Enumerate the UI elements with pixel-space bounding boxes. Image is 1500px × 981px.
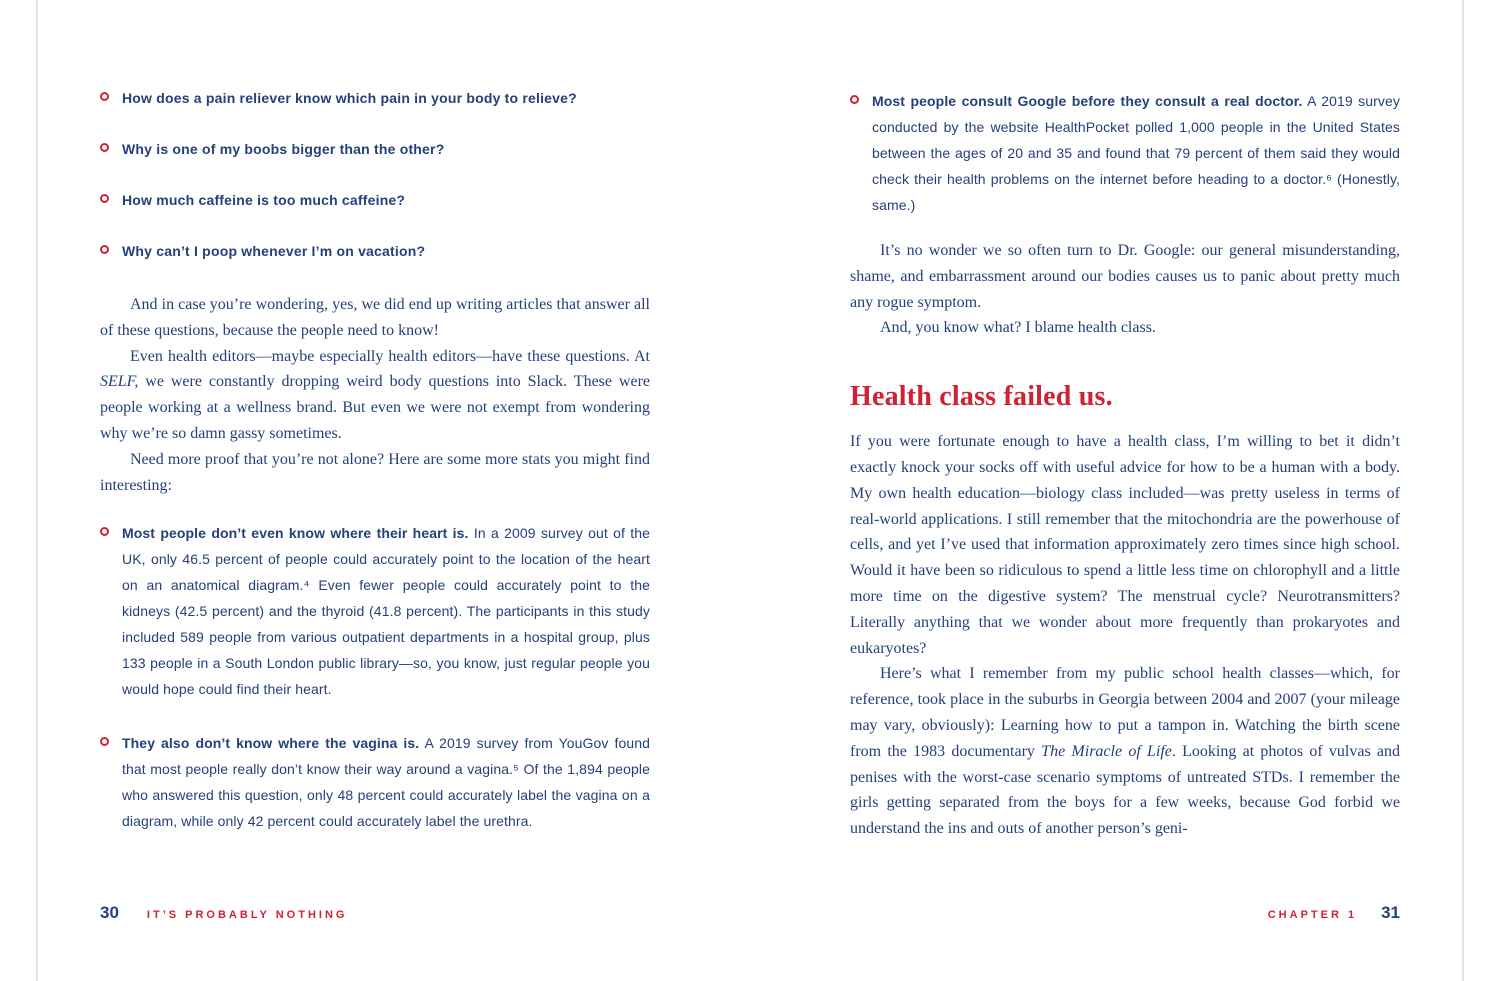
stat-lead: Most people consult Google before they consult a real doctor. [872,93,1303,109]
list-item [100,88,650,108]
question-text: How does a pain reliever know which pain in your body to relieve? [122,90,577,106]
paragraph-health-class: If you were fortunate enough to have a health class, I’m willing to bet it didn’t exactly knock your socks off with useful advice for how to be a human with a body. My own health education—biology class included—was pretty useless in terms of real-world applications. I still remember that the mitochondria are the powerhouse of cells, and yet I’ve used that information approximately zero times since high school. Would it have been so ridiculous to spend a little less time on chlorophyll and a little more time on the digestive system? The menstrual cycle? Neurotransmitters? Literally anything that we wonder about more frequently than prokaryotes and eukaryotes? [850,433,1400,657]
bullet-circle-icon [100,92,109,101]
stat-body: A 2019 survey conducted by the website HealthPocket polled 1,000 people in the United States between the ages of 20 and 35 and found that 79 percent of them said they would check their health problems on the internet before heading to a doctor.⁶ (Honestly, same.) [872,93,1400,213]
section-heading: Health class failed us. [850,381,1113,413]
stat-text [122,730,650,834]
footer-right [850,903,1400,923]
stat-text [122,520,650,702]
bullet-circle-icon [100,143,109,152]
paragraph-segment: Here’s what I remember from my public school health classes—which, for reference, took place in the suburbs in Georgia between 2004 and 2007 (your mileage may vary, obviously): Learning how to put a tampon in. Watching the birth scene from the 1983 documentary [850,665,1400,760]
bullet-circle-icon [100,194,109,203]
paragraph-segment: . Looking at photos of vulvas and penises with the worst-case scenario symptoms of untreated STDs. I remember the girls getting separated from the boys for a few weeks, because God forbid we understand the ins and outs of another person’s geni- [850,742,1401,838]
stat-lead: Most people don’t even know where their heart is. [122,525,469,542]
bullet-circle-icon [100,527,109,536]
page-right [750,0,1500,981]
footer-left [100,903,650,923]
stat-body: A 2019 survey from YouGov found that most people really don’t know their way around a vagina.⁵ Of the 1,894 people who answered this question, only 48 percent could accurately label the vagina on a diagram, while only 42 percent could accurately label the urethra. [122,735,650,830]
list-item [100,139,650,159]
paragraph-blame: And, you know what? I blame health class. [880,319,1156,337]
bullet-circle-icon [100,737,109,746]
page-number: 30 [100,903,119,922]
stat-list [100,520,650,834]
bullet-circle-icon [100,245,109,254]
question-text: Why can’t I poop whenever I’m on vacation? [122,243,426,259]
paragraph-google: It’s no wonder we so often turn to Dr. Google: our general misunderstanding, shame, and embarrassment around our bodies causes us to panic about pretty much any rogue symptom. [850,242,1400,311]
list-item [100,241,650,261]
stat-body: In a 2009 survey out of the UK, only 46.5 percent of people could accurately point to the location of the heart on an anatomical diagram.⁴ Even fewer people could accurately point to the kidneys (42.5 percent) and the thyroid (41.8 percent). The participants in this study included 589 people from various outpatient departments in a hospital group, plus 133 people in a South London public library—so, you know, just regular people you would hope could find their heart. [122,525,651,698]
italic-text: SELF, [100,373,139,391]
chapter-label: CHAPTER 1 [1267,909,1358,921]
stat-list [850,88,1400,218]
italic-text: The Miracle of Life [1041,742,1172,760]
stat-text [872,88,1400,218]
bullet-circle-icon [850,95,859,104]
running-head: IT’S PROBABLY NOTHING [146,909,348,921]
page-number: 31 [1381,903,1400,922]
list-item [850,88,1400,218]
list-item [100,190,650,210]
list-item [100,730,650,834]
list-item [100,520,650,702]
paragraph-editors [100,344,650,447]
question-text: How much caffeine is too much caffeine? [122,192,406,208]
paragraph-stats-intro: Need more proof that you’re not alone? Here are some more stats you might find interesting: [100,450,650,494]
paragraph-segment: we were constantly dropping weird body questions into Slack. These were people working at a wellness brand. But even we were not exempt from wondering why we’re so damn gassy sometimes. [100,373,650,442]
paragraph-segment: Even health editors—maybe especially health editors—have these questions. At [130,347,650,365]
question-text: Why is one of my boobs bigger than the other? [122,141,445,157]
paragraph-articles: And in case you’re wondering, yes, we did end up writing articles that answer all of these questions, because the people need to know! [100,296,650,339]
paragraph-memories [850,661,1400,842]
question-list [100,88,650,261]
stat-lead: They also don’t know where the vagina is. [122,735,420,752]
